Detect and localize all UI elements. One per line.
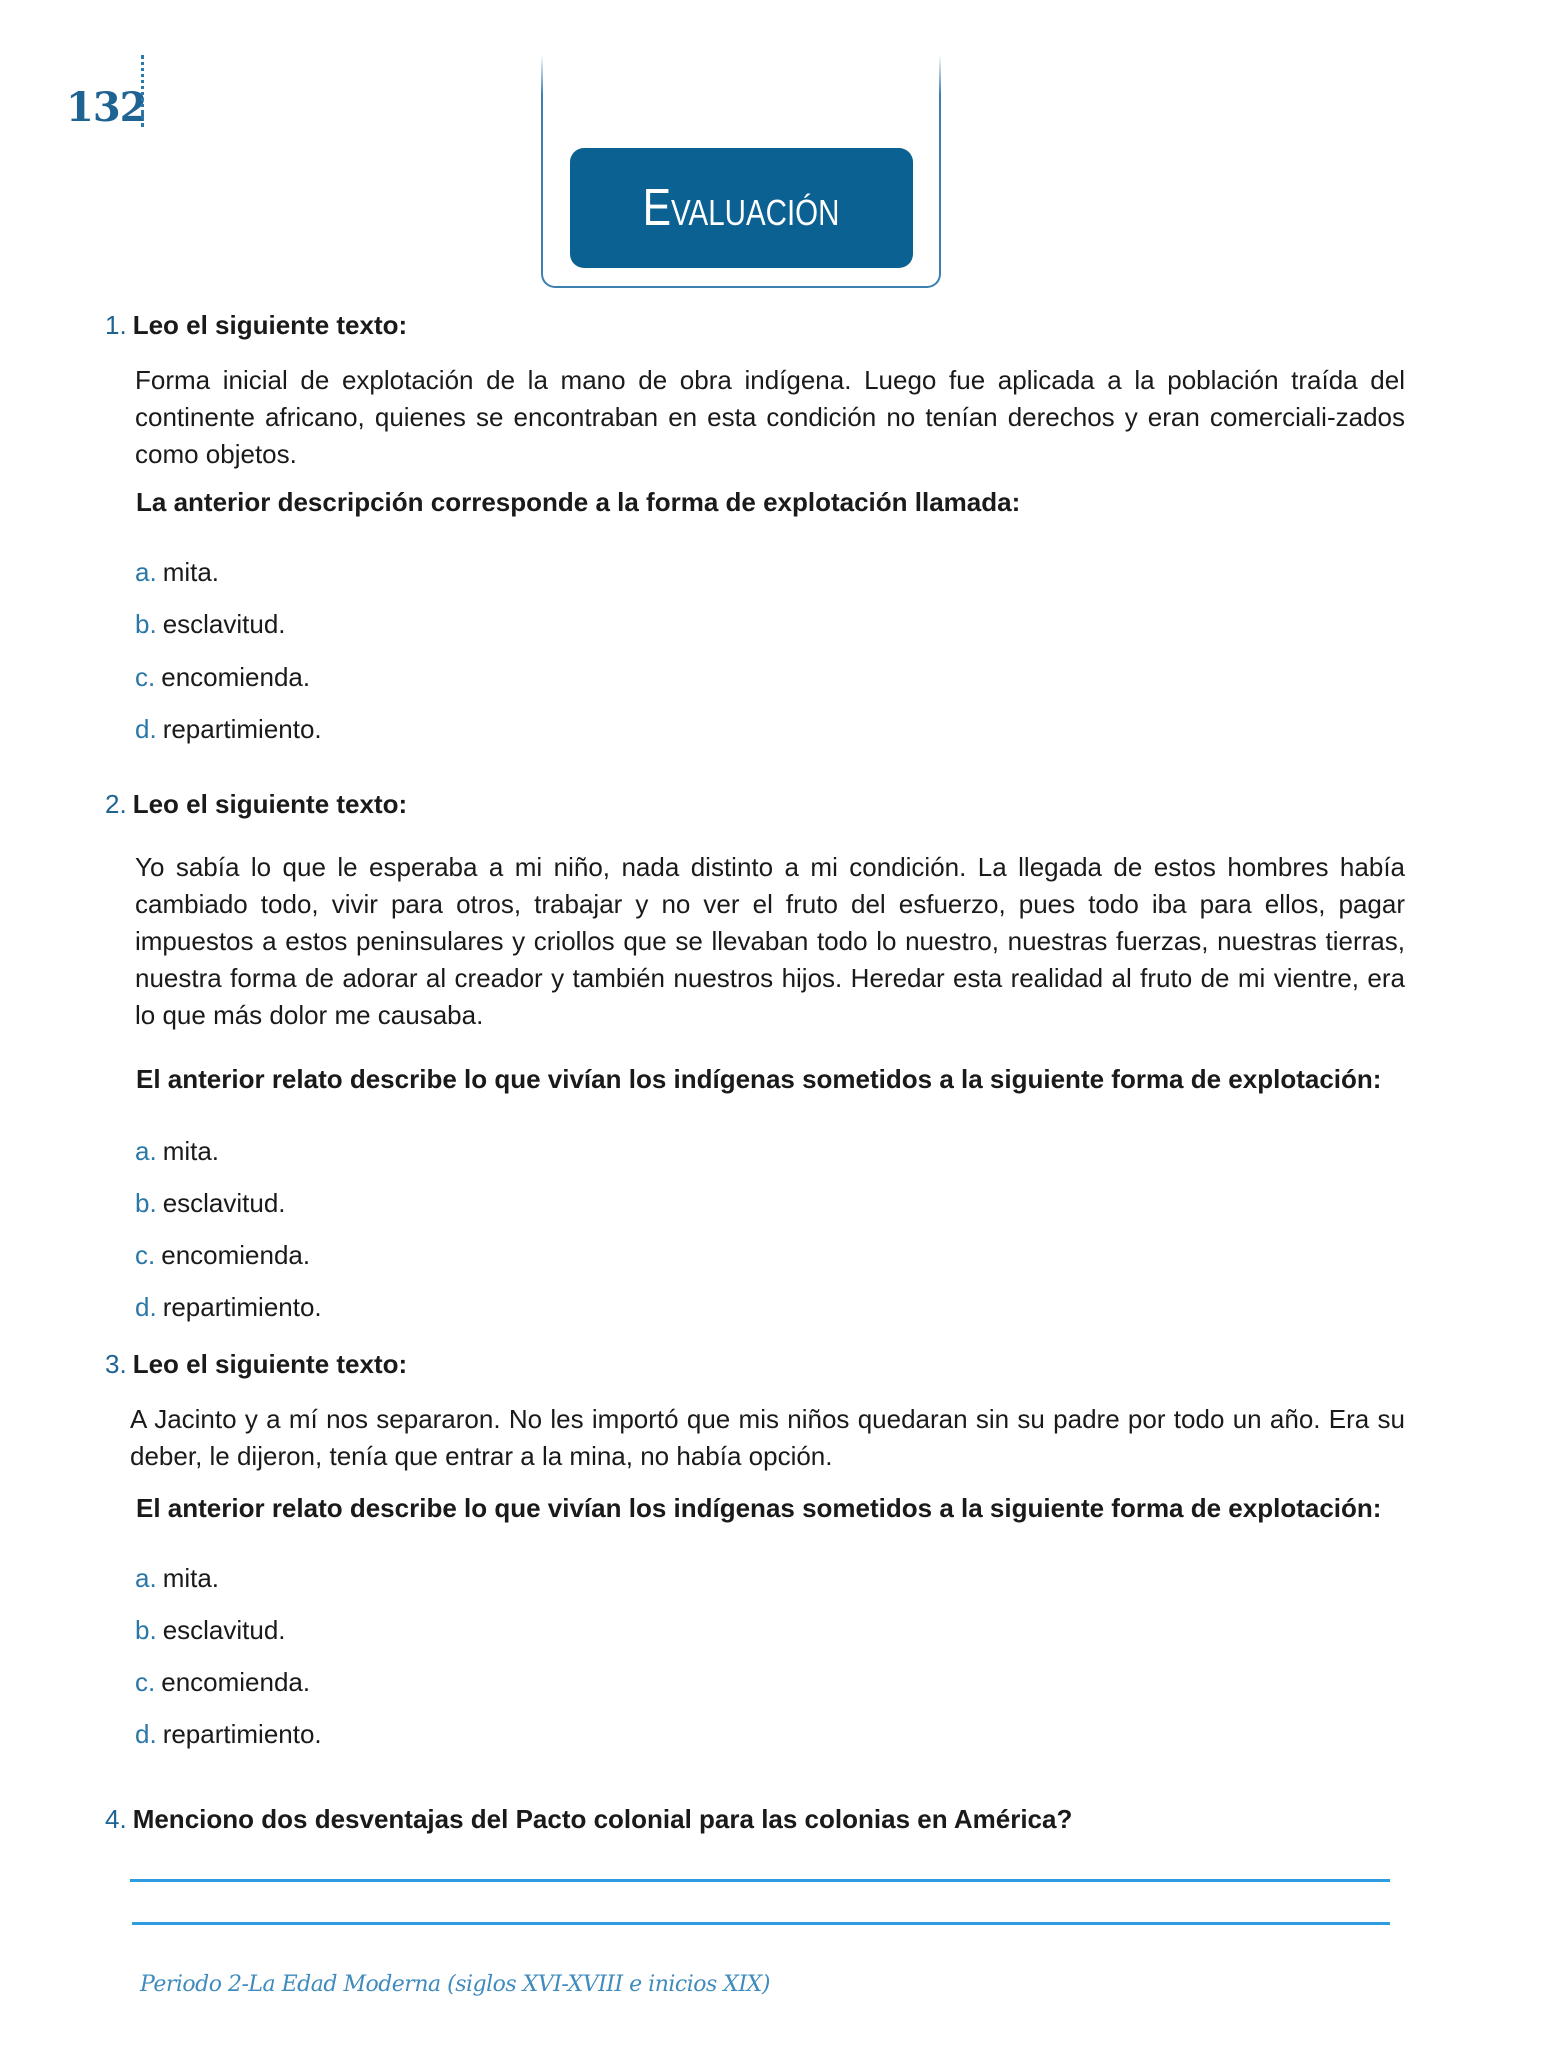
question-4-heading <box>105 1802 1072 1836</box>
option-label: d. <box>135 1292 157 1322</box>
option-label: c. <box>135 1667 156 1697</box>
question-1-prompt: La anterior descripción corresponde a la forma de explotación llamada: <box>136 487 1021 517</box>
option-label: b. <box>135 609 157 639</box>
option-label: d. <box>135 1719 157 1749</box>
section-header-badge <box>570 148 913 268</box>
question-text: Leo el siguiente texto: <box>132 1349 408 1379</box>
question-3-option-d[interactable] <box>135 1717 322 1751</box>
answer-line-2[interactable] <box>132 1922 1390 1925</box>
question-1-option-b[interactable] <box>135 607 286 641</box>
answer-line-1[interactable] <box>130 1879 1390 1882</box>
question-text: Leo el siguiente texto: <box>132 310 408 340</box>
question-text: Leo el siguiente texto: <box>132 789 408 819</box>
question-3-option-a[interactable] <box>135 1561 219 1595</box>
question-1-passage: Forma inicial de explotación de la mano de obra indígena. Luego fue aplicada a la población traída del continente africano, quienes se encontraban en esta condición no tenían derechos y eran comerciali-zados como objetos. <box>135 365 1405 469</box>
section-title: Evaluación <box>643 179 840 237</box>
question-2-passage: Yo sabía lo que le esperaba a mi niño, nada distinto a mi condición. La llegada de estos hombres había cambiado todo, vivir para otros, trabajar y no ver el fruto del esfuerzo, pues todo iba para ellos, pagar impuestos a estos peninsulares y criollos que se llevaban todo lo nuestro, nuestras fuerzas, nuestras tierras, nuestra forma de adorar al creador y también nuestros hijos. Heredar esta realidad al fruto de mi vientre, era lo que más dolor me causaba. <box>135 852 1405 1030</box>
page-number-divider <box>141 55 144 127</box>
option-label: a. <box>135 1563 157 1593</box>
option-text: encomienda. <box>161 1240 311 1270</box>
option-text: repartimiento. <box>162 1719 322 1749</box>
option-text: mita. <box>162 1563 220 1593</box>
option-label: c. <box>135 662 156 692</box>
option-text: mita. <box>162 557 220 587</box>
option-text: encomienda. <box>161 1667 311 1697</box>
question-2-option-d[interactable] <box>135 1290 322 1324</box>
option-label: d. <box>135 714 157 744</box>
option-label: b. <box>135 1188 157 1218</box>
question-text: Menciono dos desventajas del Pacto colonial para las colonias en América? <box>132 1804 1073 1834</box>
question-3-option-c[interactable] <box>135 1665 310 1699</box>
question-2-option-b[interactable] <box>135 1186 286 1220</box>
question-1-option-d[interactable] <box>135 712 322 746</box>
question-1-heading <box>105 308 407 342</box>
option-label: b. <box>135 1615 157 1645</box>
question-number: 3. <box>105 1349 127 1379</box>
option-text: esclavitud. <box>162 1188 286 1218</box>
question-3-heading <box>105 1347 407 1381</box>
question-2-option-c[interactable] <box>135 1238 310 1272</box>
option-text: esclavitud. <box>162 609 286 639</box>
option-text: repartimiento. <box>162 714 322 744</box>
option-label: c. <box>135 1240 156 1270</box>
page-number: 132 <box>66 84 147 131</box>
option-text: repartimiento. <box>162 1292 322 1322</box>
question-2-prompt: El anterior relato describe lo que vivían los indígenas sometidos a la siguiente forma de explotación: <box>136 1064 1382 1094</box>
question-2-heading <box>105 787 407 821</box>
question-3-option-b[interactable] <box>135 1613 286 1647</box>
question-number: 2. <box>105 789 127 819</box>
question-3-passage: A Jacinto y a mí nos separaron. No les importó que mis niños quedaran sin su padre por todo un año. Era su deber, le dijeron, tenía que entrar a la mina, no había opción. <box>130 1404 1405 1471</box>
question-1-option-c[interactable] <box>135 660 310 694</box>
question-number: 1. <box>105 310 127 340</box>
option-label: a. <box>135 557 157 587</box>
question-number: 4. <box>105 1804 127 1834</box>
question-2-option-a[interactable] <box>135 1134 219 1168</box>
question-1-option-a[interactable] <box>135 555 219 589</box>
option-text: encomienda. <box>161 662 311 692</box>
option-label: a. <box>135 1136 157 1166</box>
option-text: mita. <box>162 1136 220 1166</box>
page-footer: Periodo 2-La Edad Moderna (siglos XVI-XVIII e inicios XIX) <box>140 1972 770 1997</box>
question-3-prompt: El anterior relato describe lo que vivían los indígenas sometidos a la siguiente forma de explotación: <box>136 1493 1382 1523</box>
option-text: esclavitud. <box>162 1615 286 1645</box>
